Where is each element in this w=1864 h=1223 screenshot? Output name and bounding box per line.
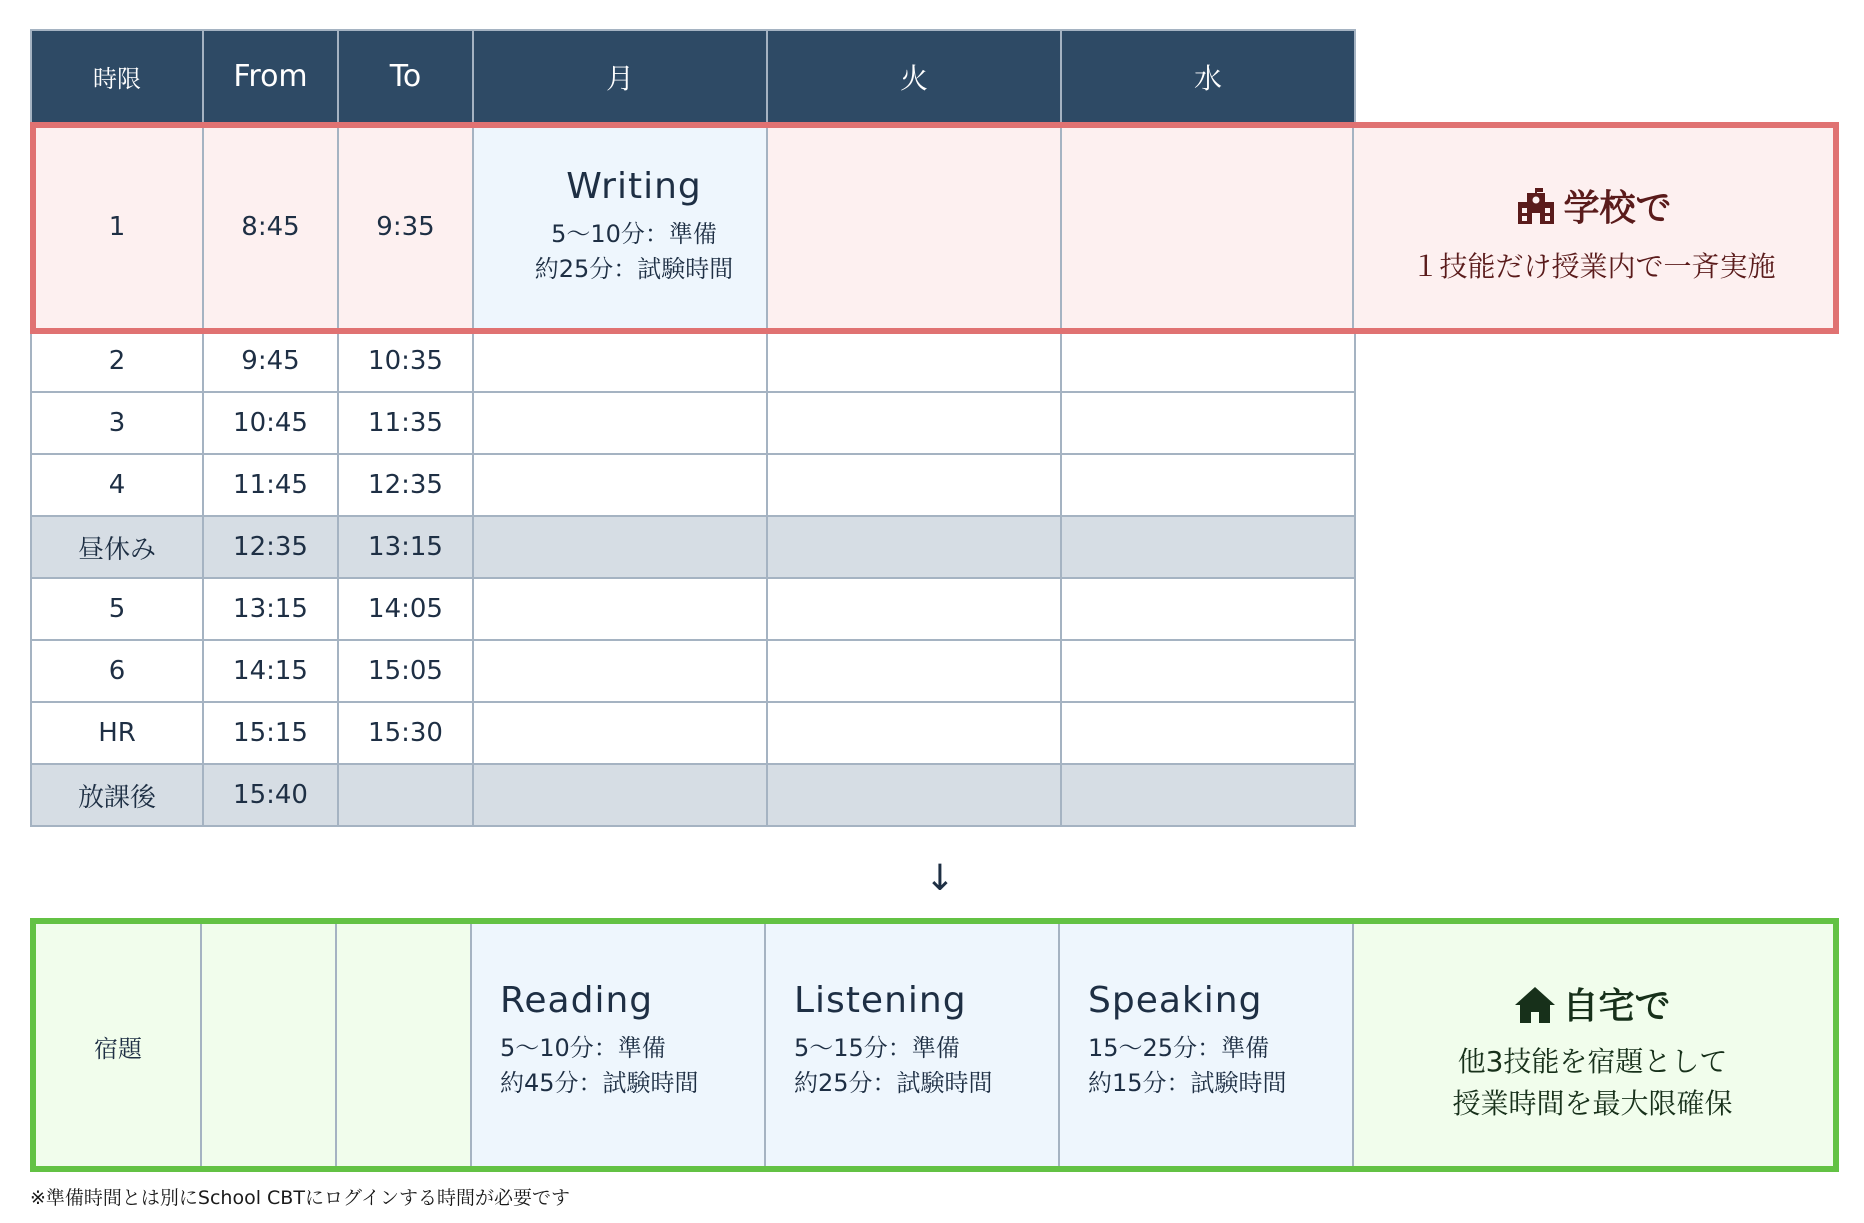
table-row [31, 578, 1355, 640]
table-row [31, 454, 1355, 516]
subject-exam: 約45分：試験時間 [500, 1069, 699, 1097]
to-cell [338, 764, 473, 826]
empty-cell [1061, 702, 1355, 764]
empty-cell [767, 764, 1061, 826]
period-cell: 放課後 [31, 764, 203, 826]
table-row [31, 330, 1355, 392]
subject-name: Reading [500, 980, 654, 1021]
empty-cell [767, 454, 1061, 516]
home-callout [1352, 924, 1833, 1166]
subject-exam: 約25分：試験時間 [534, 255, 734, 283]
empty-cell [767, 702, 1061, 764]
from-cell: 15:15 [203, 702, 338, 764]
down-arrow-icon: ↓ [924, 858, 956, 899]
subject-prep: 5〜15分：準備 [794, 1034, 960, 1062]
listening-cell [766, 924, 1060, 1166]
empty-cell [473, 764, 767, 826]
empty-cell [767, 578, 1061, 640]
empty-cell [473, 330, 767, 392]
period-cell: HR [31, 702, 203, 764]
empty-cell [473, 454, 767, 516]
table-row [31, 702, 1355, 764]
empty-cell [473, 578, 767, 640]
period-cell: 3 [31, 392, 203, 454]
table-row [31, 516, 1355, 578]
subject-name: Speaking [1088, 980, 1263, 1021]
header-from: From [203, 30, 338, 123]
table-row [31, 764, 1355, 826]
from-cell: 8:45 [203, 123, 338, 330]
header-day-mon: 月 [473, 30, 767, 123]
to-cell: 10:35 [338, 330, 473, 392]
empty-cell [1061, 392, 1355, 454]
header-period: 時限 [31, 30, 203, 123]
school-title: 学校で [1563, 188, 1672, 229]
header-day-wed: 水 [1061, 30, 1355, 123]
period-cell: 2 [31, 330, 203, 392]
to-cell: 14:05 [338, 578, 473, 640]
empty-cell [473, 640, 767, 702]
empty-cell [1061, 764, 1355, 826]
home-title: 自宅で [1562, 986, 1671, 1027]
from-cell: 14:15 [203, 640, 338, 702]
period-cell: 昼休み [31, 516, 203, 578]
empty-cell [1061, 578, 1355, 640]
to-cell: 13:15 [338, 516, 473, 578]
from-cell: 9:45 [203, 330, 338, 392]
from-cell: 11:45 [203, 454, 338, 516]
empty-cell [767, 516, 1061, 578]
from-cell: 13:15 [203, 578, 338, 640]
empty-cell [473, 516, 767, 578]
to-cell: 9:35 [338, 123, 473, 330]
to-cell: 15:05 [338, 640, 473, 702]
empty-cell [1061, 516, 1355, 578]
period-cell: 1 [31, 123, 203, 330]
table-row [31, 392, 1355, 454]
school-callout [1352, 128, 1833, 328]
empty-cell [1061, 330, 1355, 392]
from-cell: 10:45 [203, 392, 338, 454]
empty-cell [473, 392, 767, 454]
table-row [31, 640, 1355, 702]
homework-label-cell [36, 924, 202, 1166]
from-cell: 15:40 [203, 764, 338, 826]
empty-cell [767, 392, 1061, 454]
subject-name: Writing [566, 166, 702, 207]
empty-cell [1061, 454, 1355, 516]
header-to: To [338, 30, 473, 123]
subject-name: Listening [794, 980, 967, 1021]
homework-label: 宿題 [94, 1035, 142, 1063]
empty-cell [767, 330, 1061, 392]
speaking-cell [1060, 924, 1354, 1166]
empty-cell [1061, 640, 1355, 702]
period-cell: 4 [31, 454, 203, 516]
to-cell: 11:35 [338, 392, 473, 454]
period-cell: 6 [31, 640, 203, 702]
period-cell: 5 [31, 578, 203, 640]
subject-exam: 約25分：試験時間 [794, 1069, 993, 1097]
header-row [31, 30, 1355, 123]
reading-cell [472, 924, 766, 1166]
subject-exam: 約15分：試験時間 [1088, 1069, 1287, 1097]
empty-cell [767, 640, 1061, 702]
home-description-line1: 他3技能を宿題として [1457, 1045, 1728, 1078]
school-description: １技能だけ授業内で一斉実施 [1411, 250, 1776, 283]
header-day-tue: 火 [767, 30, 1061, 123]
from-cell: 12:35 [203, 516, 338, 578]
empty-cell [202, 924, 337, 1166]
subject-prep: 5〜10分：準備 [500, 1034, 666, 1062]
home-description-line2: 授業時間を最大限確保 [1452, 1087, 1733, 1120]
home-icon [1514, 986, 1562, 1027]
footnote: ※準備時間とは別にSchool CBTにログインする時間が必要です [30, 1187, 570, 1209]
school-icon [1515, 188, 1563, 229]
empty-cell [337, 924, 472, 1166]
subject-prep: 15〜25分：準備 [1088, 1034, 1270, 1062]
to-cell: 15:30 [338, 702, 473, 764]
subject-prep: 5〜10分：準備 [551, 220, 717, 248]
to-cell: 12:35 [338, 454, 473, 516]
empty-cell [473, 702, 767, 764]
